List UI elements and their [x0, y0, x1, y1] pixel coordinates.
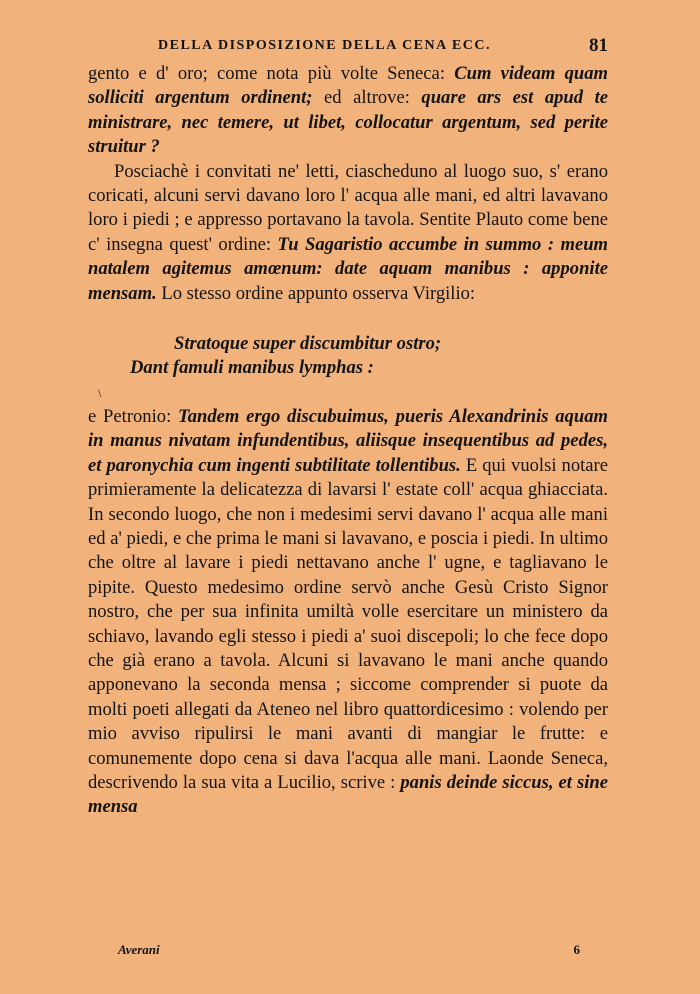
- text-run: Posciachè i convitati ne' letti, ciascheduno al luogo suo, s' erano coricati, alcuni servi davano loro l' acqua alle mani, ed altri lavavano loro i piedi ; e appresso portavano la tavola. Sentite Plauto come bene c' insegna quest' ordine:: [88, 160, 608, 255]
- latin-quote: Tandem ergo discubuimus, pueris Alexandrinis aquam in manus nivatam infundentibus, aliisque insequentibus ad pedes, et paronychia cum ingenti subtilitate tollentibus.: [88, 405, 608, 476]
- page-footer: [118, 942, 580, 962]
- text-run: ed altrove:: [312, 87, 422, 109]
- running-title: DELLA DISPOSIZIONE DELLA CENA ECC.: [158, 38, 492, 53]
- latin-quote: panis deinde siccus, et sine mensa: [88, 771, 608, 818]
- text-run: e Petronio:: [88, 405, 179, 427]
- signature-name: Averani: [118, 942, 160, 957]
- text-run: Lo stesso ordine appunto osserva Virgilio:: [156, 282, 476, 304]
- page-header: [88, 33, 608, 59]
- text-run: E qui vuolsi notare primieramente la delicatezza di lavarsi l' estate coll' acqua ghiacciata. In secondo luogo, che non i medesimi servi davano l' acqua alle mani ed a' piedi, e che prima le mani si lavavano, e poscia i piedi. In ultimo che oltre al lavare i piedi nettavano anche l' ugne, e tagliavano le pipite. Questo medesimo ordine servò anche Gesù Cristo Signor nostro, che per sua infinita umiltà volle esercitare un ministero da schiavo, lavando egli stesso i piedi a' suoi discepoli; lo che fece dopo che già erano a tavola. Alcuni si lavavano le mani anche quando apponevano la seconda mensa ; siccome comprender si puote da molti poeti allegati da Ateneo nel libro quattordicesimo : volendo per mio avviso ripulirsi le mani avanti di mangiar le frutte: e comunemente dopo cena si dava l'acqua alle mani. Laonde Seneca, descrivendo la sua vita a Lucilio, scrive :: [88, 454, 608, 793]
- latin-quote: Cum videam quam solliciti argentum ordinent;: [88, 63, 608, 109]
- paragraph-2: [88, 160, 608, 306]
- body-text: [88, 62, 608, 820]
- paragraph-1: [88, 62, 608, 160]
- paragraph-3: [88, 405, 608, 820]
- stray-mark: \: [98, 385, 102, 400]
- page-number: 81: [589, 35, 608, 56]
- latin-quote: Tu Sagaristio accumbe in summo : meum natalem agitemus amœnum: date aquam manibus : apponite mensam.: [88, 233, 608, 304]
- verse-line-1: Stratoque super discumbitur ostro;: [174, 333, 442, 355]
- verse-quote: [88, 332, 608, 381]
- latin-quote: quare ars est apud te ministrare, nec temere, ut libet, collocatur argentum, sed perite struitur ?: [88, 87, 608, 158]
- verse-line-2: Dant famuli manibus lymphas :: [130, 357, 374, 379]
- signature-number: 6: [573, 942, 580, 957]
- text-run: gento e d' oro; come nota più volte Seneca:: [88, 63, 455, 84]
